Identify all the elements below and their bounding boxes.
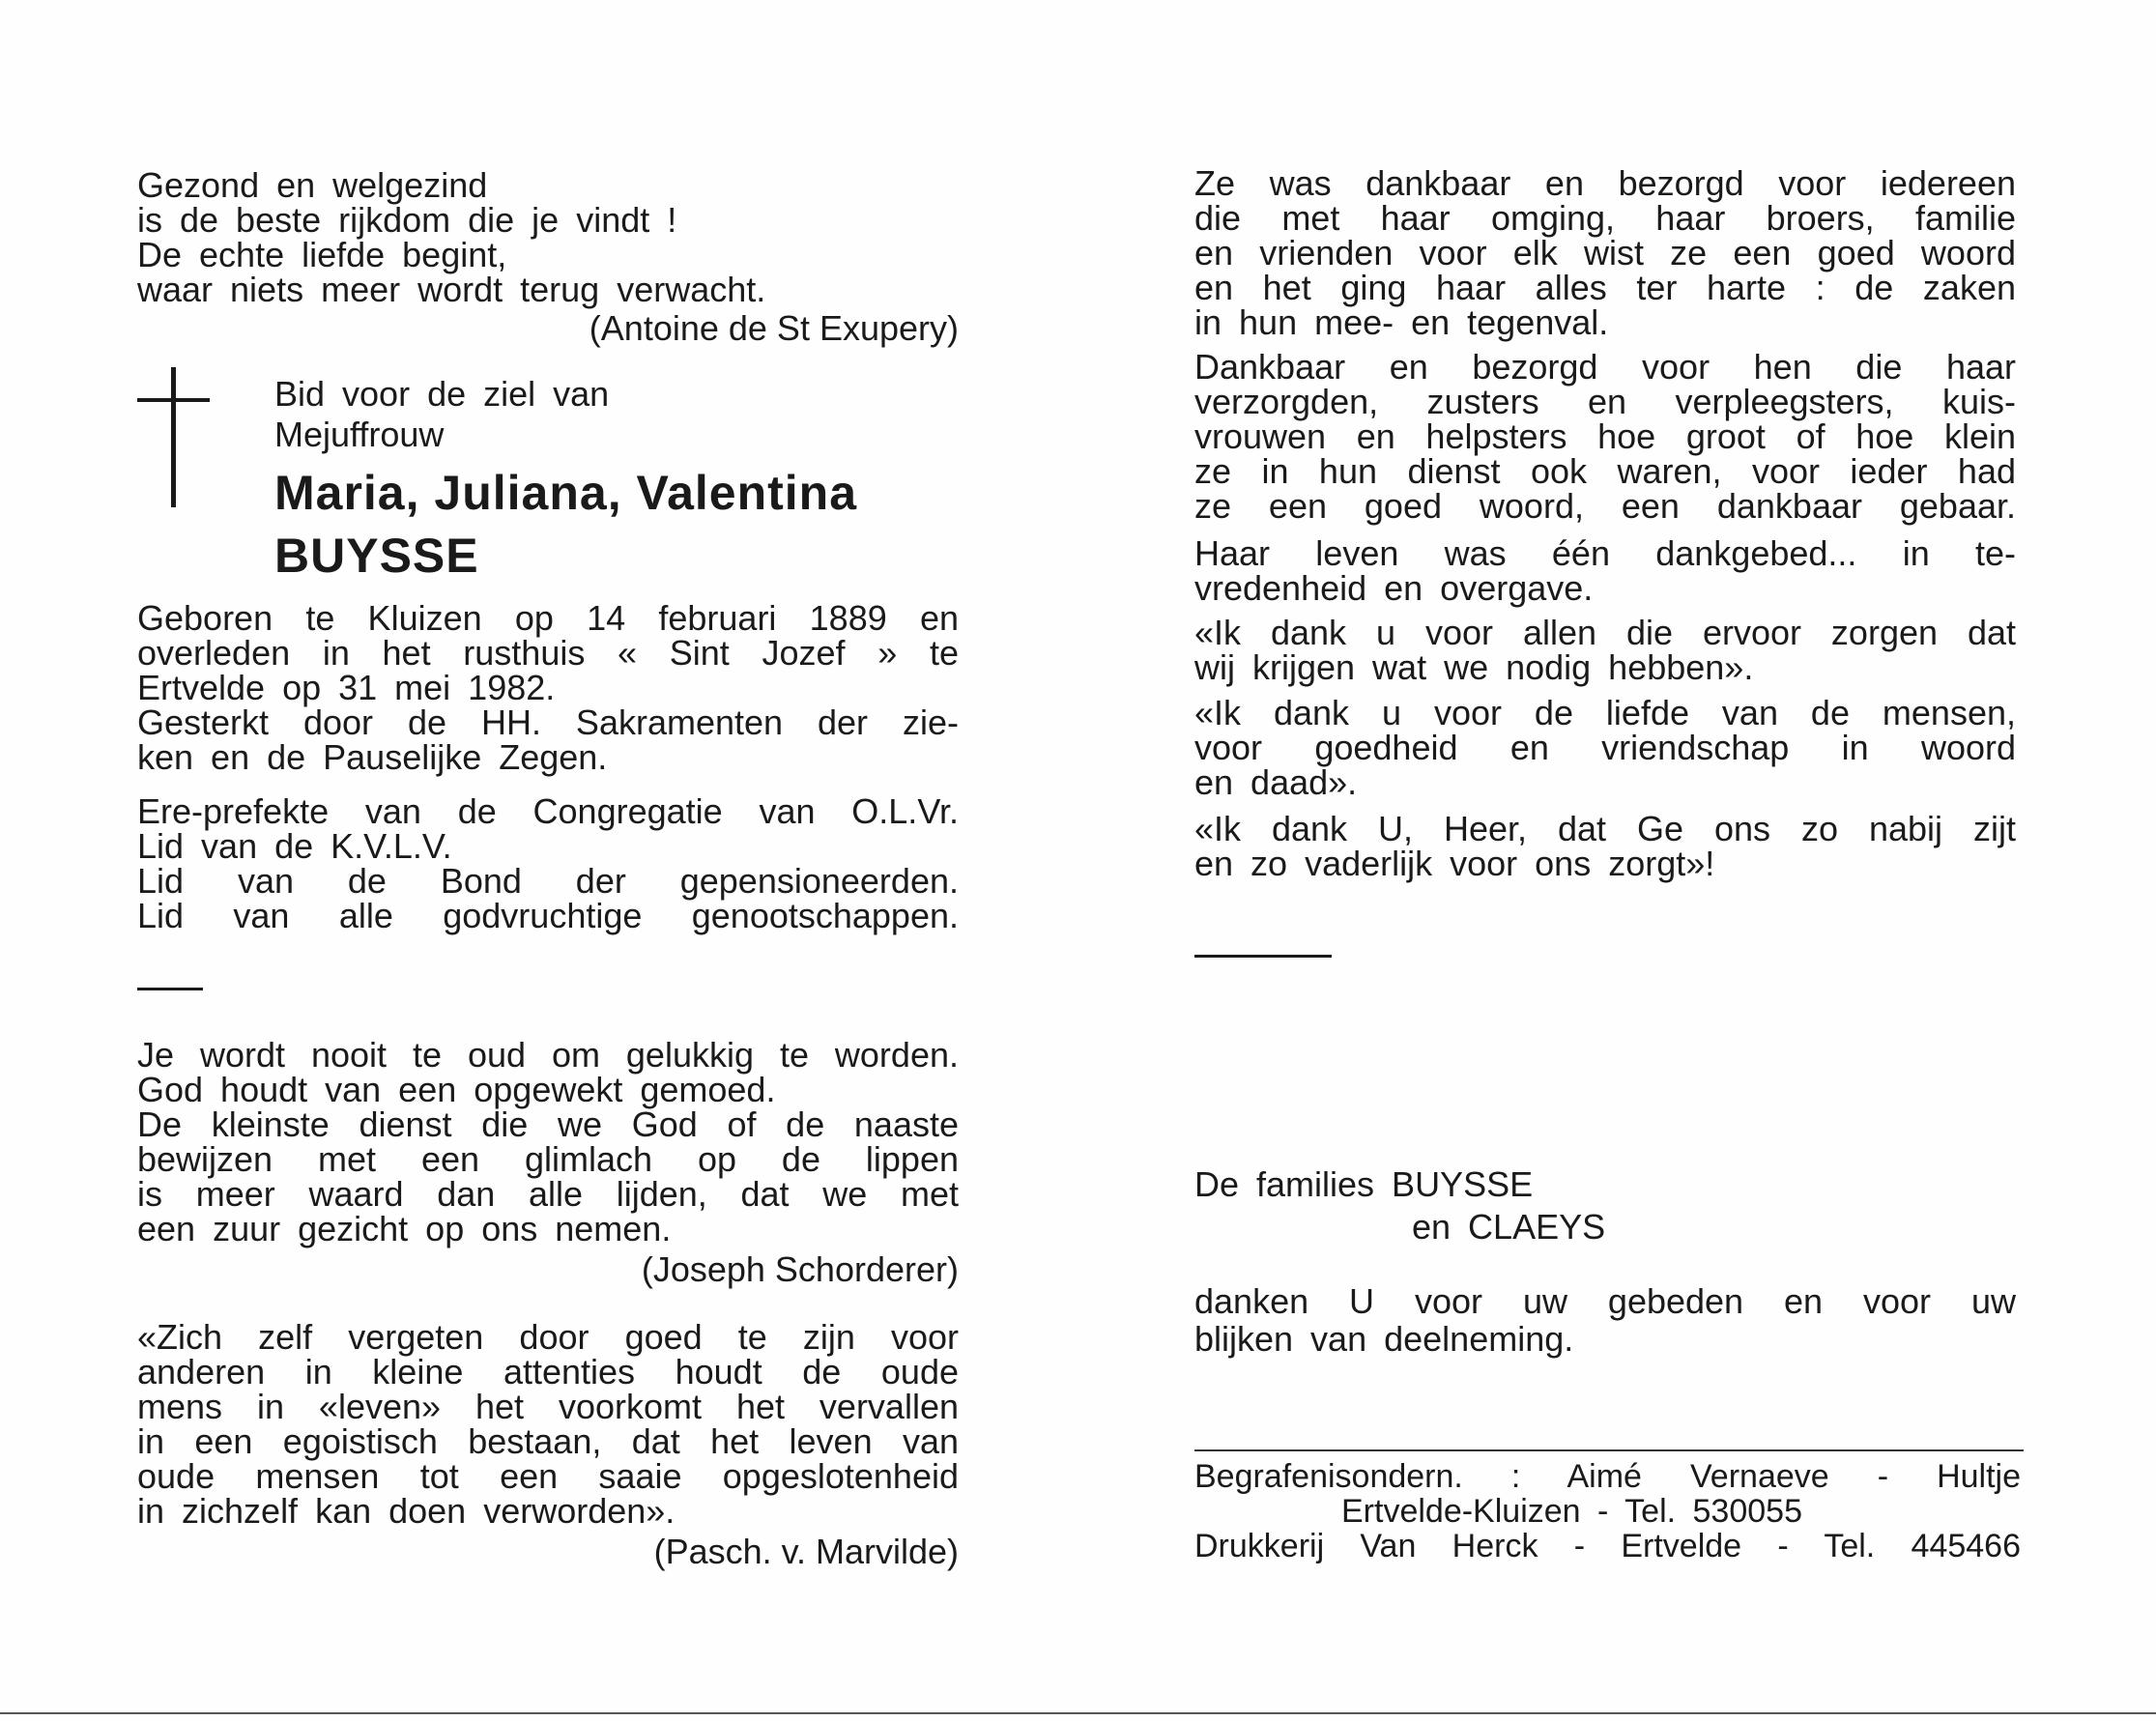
bio-line: overleden in het rusthuis « Sint Jozef » te: [137, 633, 959, 673]
poem-line: in een egoistisch bestaan, dat het leven van: [137, 1421, 959, 1461]
tribute-paragraph-4: [1194, 613, 2016, 687]
membership-line: Lid van de K.V.L.V.: [137, 826, 452, 866]
tribute-line: wij krijgen wat we nodig hebben».: [1194, 647, 1754, 687]
prayer-heading: [274, 374, 951, 454]
second-poem: [137, 1035, 959, 1289]
tribute-paragraph-1: [1194, 163, 2016, 342]
deceased-surname: BUYSSE: [274, 529, 479, 583]
tribute-line: ze in hun dienst ook waren, voor ieder had: [1194, 451, 2016, 491]
tribute-line: in hun mee- en tegenval.: [1194, 302, 1609, 342]
tribute-line: «Ik dank U, Heer, dat Ge ons zo nabij zijt: [1194, 809, 2016, 848]
families-block: [1194, 1164, 2016, 1247]
poem-line: De echte liefde begint,: [137, 235, 507, 274]
membership-line: Ere-prefekte van de Congregatie van O.L.Vr.: [137, 791, 959, 831]
tribute-line: Ze was dankbaar en bezorgd voor iedereen: [1194, 163, 2016, 203]
tribute-paragraph-3: [1194, 533, 2016, 608]
poem-line: is de beste rijkdom die je vindt !: [137, 200, 677, 240]
tribute-line: «Ik dank u voor allen die ervoor zorgen dat: [1194, 613, 2016, 652]
tribute-line: en daad».: [1194, 762, 1358, 802]
cross-icon: [171, 367, 176, 507]
poem-line: is meer waard dan alle lijden, dat we met: [137, 1174, 959, 1214]
tribute-line: «Ik dank u voor de liefde van de mensen,: [1194, 693, 2016, 732]
poem-line: Je wordt nooit te oud om gelukkig te worden.: [137, 1035, 959, 1075]
bio-line: ken en de Pauselijke Zegen.: [137, 737, 608, 777]
thanks-block: [1194, 1281, 2016, 1357]
footer: [1194, 1459, 2021, 1563]
tribute-paragraph-2: [1194, 347, 2016, 526]
memberships: [137, 791, 959, 935]
prayer-title: Mejuffrouw: [274, 415, 445, 454]
tribute-line: en het ging haar alles ter harte : de zaken: [1194, 268, 2016, 307]
footer-rule: [1194, 1449, 2024, 1451]
membership-line: Lid van de Bond der gepensioneerden.: [137, 861, 959, 901]
poem-line: waar niets meer wordt terug verwacht.: [137, 270, 766, 309]
poem-line: oude mensen tot een saaie opgeslotenheid: [137, 1456, 959, 1496]
divider: [1194, 955, 1332, 958]
tribute-line: die met haar omging, haar broers, familie: [1194, 198, 2016, 238]
bio-line: Gesterkt door de HH. Sakramenten der zie-: [137, 703, 959, 742]
prayer-line: Bid voor de ziel van: [274, 374, 610, 414]
tribute-line: vredenheid en overgave.: [1194, 568, 1594, 608]
poem-line: De kleinste dienst die we God of de naaste: [137, 1104, 959, 1144]
poem-author: (Antoine de St Exupery): [589, 308, 959, 348]
bio-line: Geboren te Kluizen op 14 februari 1889 en: [137, 598, 959, 638]
biography: [137, 598, 959, 777]
tribute-line: ze een goed woord, een dankbaar gebaar.: [1194, 486, 2016, 526]
bottom-edge-line: [0, 1712, 2156, 1714]
bio-line: Ertvelde op 31 mei 1982.: [137, 668, 556, 707]
tribute-line: verzorgden, zusters en verpleegsters, kuis-: [1194, 382, 2016, 421]
poem-author: (Joseph Schorderer): [641, 1249, 959, 1289]
poem-line: anderen in kleine attenties houdt de oude: [137, 1352, 959, 1391]
tribute-line: voor goedheid en vriendschap in woord: [1194, 728, 2016, 767]
tribute-line: en zo vaderlijk voor ons zorgt»!: [1194, 844, 1715, 883]
poem-line: Gezond en welgezind: [137, 165, 488, 205]
printer-line: Drukkerij Van Herck - Ertvelde - Tel. 445466: [1194, 1528, 2021, 1564]
poem-author: (Pasch. v. Marvilde): [653, 1532, 959, 1571]
cross-icon-bar: [137, 398, 210, 402]
thanks-line: blijken van deelneming.: [1194, 1319, 1574, 1359]
poem-line: God houdt van een opgewekt gemoed.: [137, 1070, 776, 1109]
tribute-line: Haar leven was één dankgebed... in te-: [1194, 533, 2016, 573]
funeral-director-address: Ertvelde-Kluizen - Tel. 530055: [1341, 1493, 1802, 1530]
tribute-line: en vrienden voor elk wist ze een goed woord: [1194, 233, 2016, 272]
poem-line: in zichzelf kan doen verworden».: [137, 1491, 676, 1531]
families-line: en CLAEYS: [1412, 1207, 1606, 1247]
deceased-first-names: Maria, Juliana, Valentina: [274, 466, 858, 520]
poem-line: «Zich zelf vergeten door goed te zijn voor: [137, 1317, 959, 1357]
thanks-line: danken U voor uw gebeden en voor uw: [1194, 1281, 2016, 1321]
poem-line: bewijzen met een glimlach op de lippen: [137, 1139, 959, 1179]
tribute-paragraph-5: [1194, 693, 2016, 802]
funeral-director: Begrafenisondern. : Aimé Vernaeve - Hultje: [1194, 1458, 2021, 1495]
tribute-line: vrouwen en helpsters hoe groot of hoe klein: [1194, 416, 2016, 456]
tribute-paragraph-6: [1194, 809, 2016, 883]
families-line: De families BUYSSE: [1194, 1164, 1534, 1204]
divider: [137, 988, 203, 990]
poem-line: mens in «leven» het voorkomt het vervallen: [137, 1387, 959, 1426]
membership-line: Lid van alle godvruchtige genootschappen.: [137, 896, 959, 935]
poem-line: een zuur gezicht op ons nemen.: [137, 1209, 672, 1248]
tribute-line: Dankbaar en bezorgd voor hen die haar: [1194, 347, 2016, 387]
opening-poem: [137, 165, 959, 348]
third-poem: [137, 1317, 959, 1571]
